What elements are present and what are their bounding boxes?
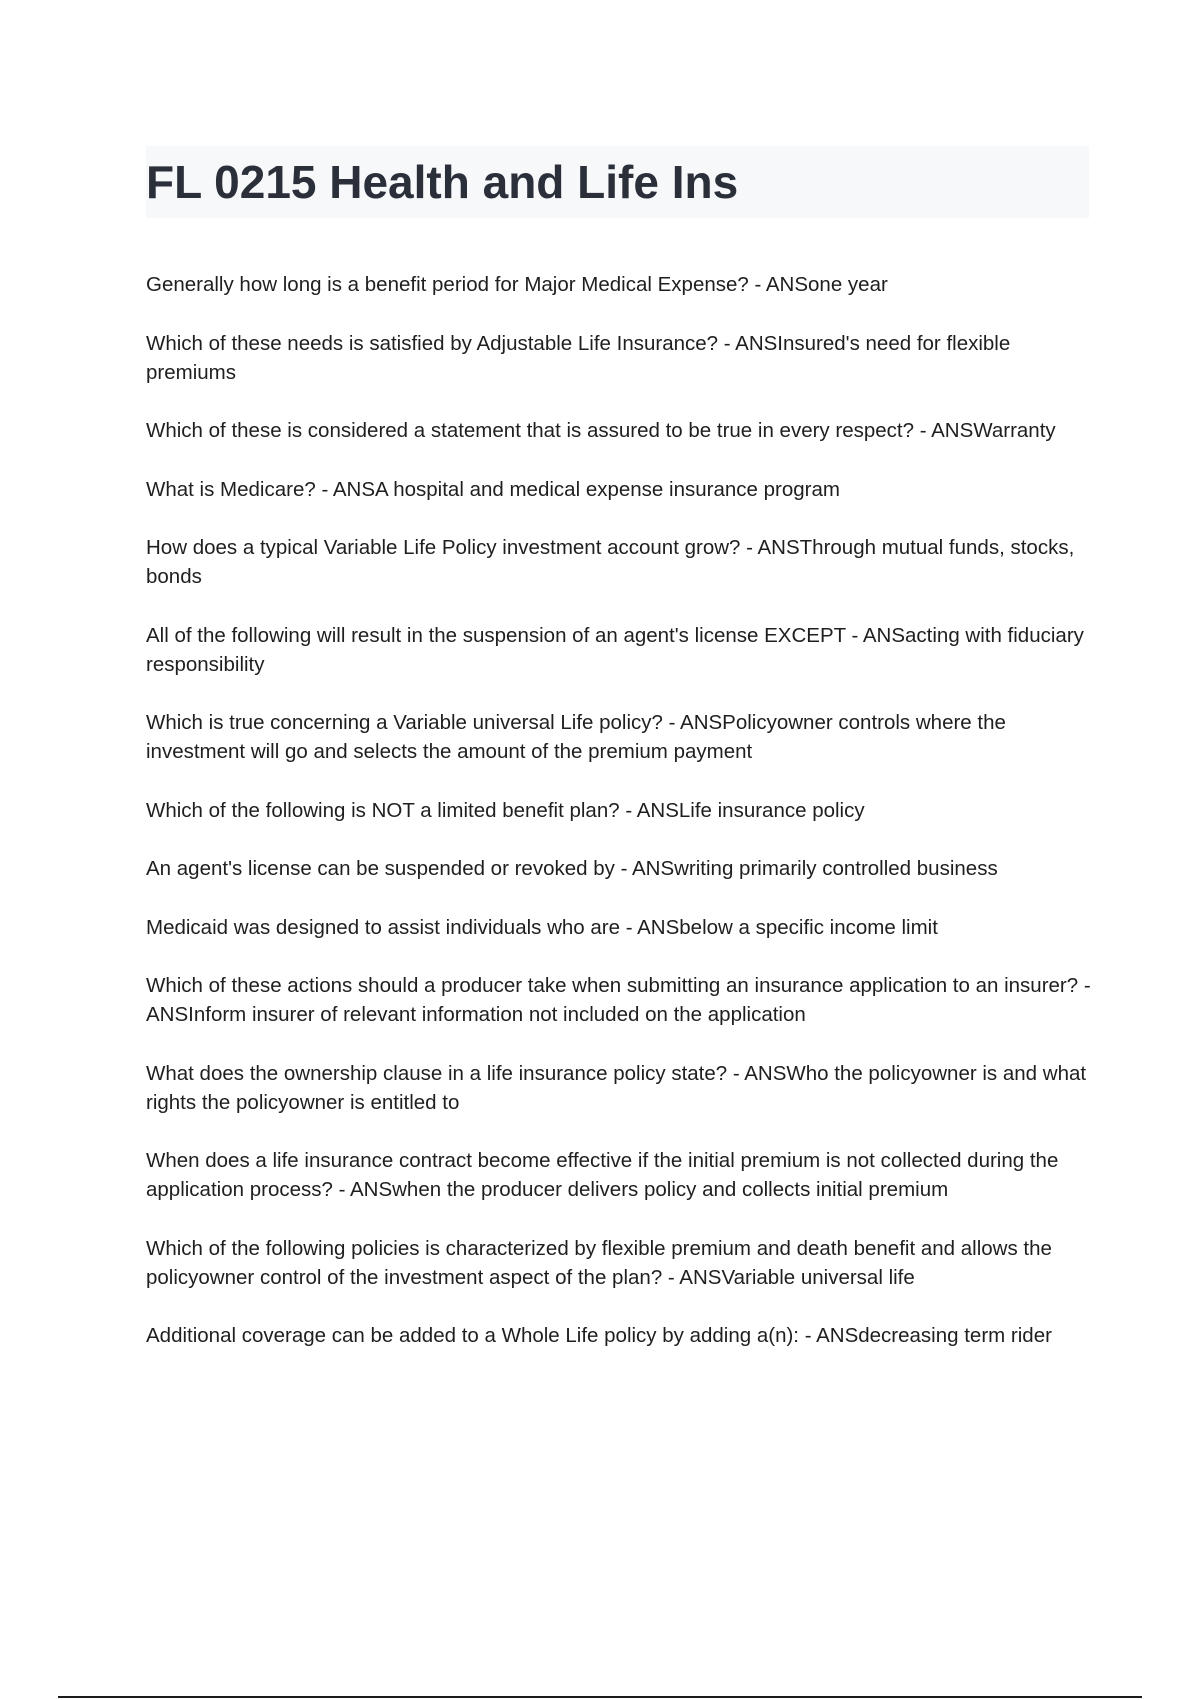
title-banner <box>146 146 1089 218</box>
qa-item: Which of these is considered a statement that is assured to be true in every respect? - ANSWarranty <box>146 419 1056 442</box>
qa-item: All of the following will result in the suspension of an agent's license EXCEPT - ANSacting with fiduciary responsibility <box>146 623 1084 676</box>
qa-item: When does a life insurance contract become effective if the initial premium is not collected during the application process? - ANSwhen the producer delivers policy and collects initial premium <box>146 1149 1059 1201</box>
qa-item: Additional coverage can be added to a Whole Life policy by adding a(n): - ANSdecreasing term rider <box>146 1324 1052 1347</box>
qa-item: Which of the following policies is characterized by flexible premium and death benefit and allows the policyowner control of the investment aspect of the plan? - ANSVariable universal life <box>146 1236 1052 1289</box>
qa-item: How does a typical Variable Life Policy investment account grow? - ANSThrough mutual funds, stocks, bonds <box>146 536 1075 588</box>
qa-list <box>146 270 1092 1380</box>
qa-item: What is Medicare? - ANSA hospital and medical expense insurance program <box>146 477 840 501</box>
qa-item: Which is true concerning a Variable universal Life policy? - ANSPolicyowner controls where the investment will go and selects the amount of the premium payment <box>146 711 1006 763</box>
footer-divider <box>58 1696 1142 1698</box>
qa-item: Generally how long is a benefit period for Major Medical Expense? - ANSone year <box>146 273 888 296</box>
qa-item: Which of the following is NOT a limited benefit plan? - ANSLife insurance policy <box>146 798 865 822</box>
qa-item: An agent's license can be suspended or revoked by - ANSwriting primarily controlled business <box>146 857 998 880</box>
qa-item: What does the ownership clause in a life insurance policy state? - ANSWho the policyowner is and what rights the policyowner is entitled to <box>146 1061 1087 1114</box>
page-title: FL 0215 Health and Life Ins <box>146 156 739 208</box>
qa-item: Which of these actions should a producer take when submitting an insurance application to an insurer? - ANSInform insurer of relevant information not included on the application <box>146 974 1091 1026</box>
qa-item: Which of these needs is satisfied by Adjustable Life Insurance? - ANSInsured's need for flexible premiums <box>146 331 1011 384</box>
qa-item: Medicaid was designed to assist individuals who are - ANSbelow a specific income limit <box>146 915 938 939</box>
